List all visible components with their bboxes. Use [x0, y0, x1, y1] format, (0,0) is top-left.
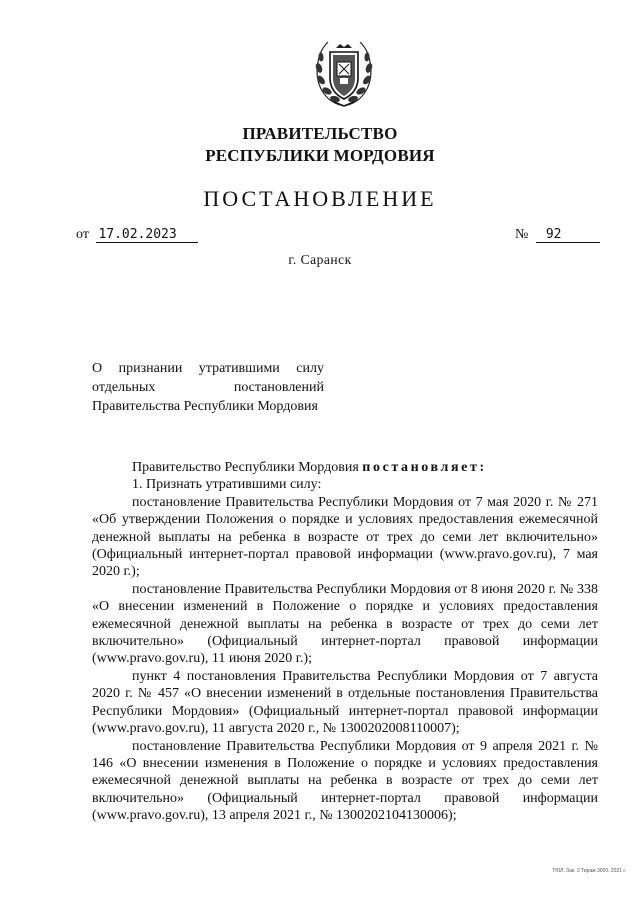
document-subject: О признании утратившими силу отдельных постановлений Правительства Республики Мордовия	[92, 361, 324, 414]
date-value: 17.02.2023	[96, 227, 198, 243]
government-name-line1: ПРАВИТЕЛЬСТВО	[242, 124, 398, 143]
item-heading: 1. Признать утратившими силу:	[132, 477, 322, 493]
document-body	[92, 459, 598, 825]
coat-of-arms-icon	[310, 38, 378, 110]
date-field	[76, 227, 198, 243]
body-paragraph: постановление Правительства Республики Мордовия от 7 мая 2020 г. № 271 «Об утверждении Положения о порядке и условиях предоставления ежемесячной денежной выплаты на ребенка в возрасте от трех до семи лет включительно» (Официальный интернет-портал правовой информации (www.pravo.gov.ru), 7 мая 2020 г.);	[92, 494, 598, 580]
date-prefix: от	[76, 227, 89, 242]
number-field	[515, 227, 600, 243]
intro-resolution-word: постановляет:	[362, 460, 487, 475]
number-prefix: №	[515, 227, 529, 242]
intro-paragraph	[92, 459, 598, 476]
document-type: ПОСТАНОВЛЕНИЕ	[203, 186, 437, 211]
intro-text: Правительство Республики Мордовия	[132, 460, 363, 475]
city: г. Саранск	[288, 252, 352, 267]
number-value: 92	[536, 227, 600, 243]
print-footer-note: ТЮЛ. Зак. 3 Тираж 3000. 2021 г.	[552, 868, 626, 874]
government-name-line2: РЕСПУБЛИКИ МОРДОВИЯ	[205, 146, 435, 165]
body-paragraph: постановление Правительства Республики Мордовия от 8 июня 2020 г. № 338 «О внесении изменений в Положение о порядке и условиях предоставления ежемесячной денежной выплаты на ребенка в возрасте от трех до семи лет включительно» (Официальный интернет-портал правовой информации (www.pravo.gov.ru), 11 июня 2020 г.);	[92, 581, 598, 667]
body-paragraph: пункт 4 постановления Правительства Республики Мордовия от 7 августа 2020 г. № 457 «О внесении изменений в отдельные постановления Правительства Республики Мордовия» (Официальный интернет-портал правовой информации (www.pravo.gov.ru), 11 августа 2020 г., № 1300202008110007);	[92, 668, 598, 737]
body-paragraph: постановление Правительства Республики Мордовия от 9 апреля 2021 г. № 146 «О внесении изменения в Положение о порядке и условиях предоставления ежемесячной денежной выплаты на ребенка в возрасте от трех до семи лет включительно» (Официальный интернет-портал правовой информации (www.pravo.gov.ru), 13 апреля 2021 г., № 1300202104130006);	[92, 738, 598, 824]
